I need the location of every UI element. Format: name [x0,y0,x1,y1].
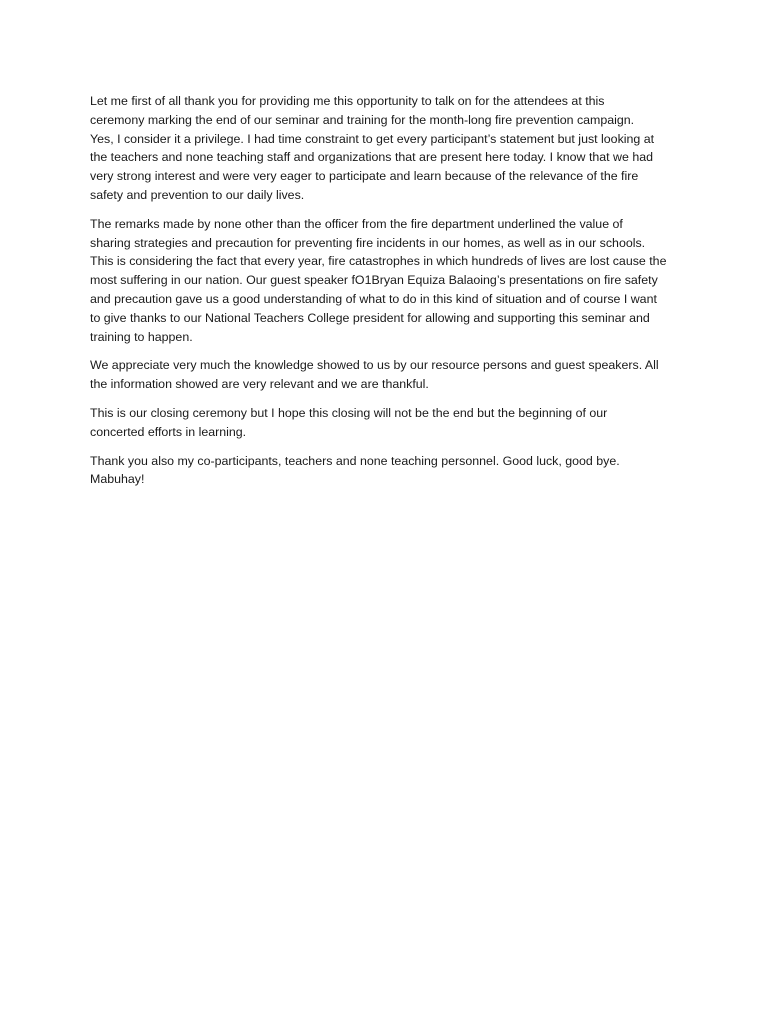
text-line: to give thanks to our National Teachers College president for allowing and supporting this seminar and [90,310,650,325]
text-line: We appreciate very much the knowledge showed to us by our resource persons and guest speakers. All [90,358,659,373]
paragraph-4 [90,404,680,442]
paragraph-3 [90,356,680,394]
document-body [90,92,680,499]
text-line: the information showed are very relevant and we are thankful. [90,377,429,392]
text-line: This is considering the fact that every year, fire catastrophes in which hundreds of lives are lost cause the [90,254,667,269]
text-line: most suffering in our nation. Our guest speaker fO1Bryan Equiza Balaoing’s presentations on fire safety [90,273,658,288]
text-line: Let me first of all thank you for providing me this opportunity to talk on for the attendees at this [90,94,605,108]
text-line: the teachers and none teaching staff and organizations that are present here today. I know that we had [90,150,654,165]
text-line: ceremony marking the end of our seminar and training for the month-long fire prevention campaign. [90,112,635,127]
paragraph-1 [90,92,680,205]
text-line: Mabuhay! [90,472,145,487]
text-line: Thank you also my co-participants, teachers and none teaching personnel. Good luck, good bye. [90,453,620,468]
text-line: The remarks made by none other than the officer from the fire department underlined the value of [90,216,623,231]
text-line: concerted efforts in learning. [90,424,247,439]
paragraph-2 [90,215,680,347]
text-line: sharing strategies and precaution for preventing fire incidents in our homes, as well as in our schools. [90,235,646,250]
text-line: very strong interest and were very eager to participate and learn because of the relevance of the fire [90,169,639,184]
text-line: safety and prevention to our daily lives. [90,187,305,202]
text-line: training to happen. [90,329,193,344]
paragraph-5 [90,452,680,490]
text-line: and precaution gave us a good understanding of what to do in this kind of situation and of course I want [90,291,657,306]
text-line: This is our closing ceremony but I hope this closing will not be the end but the beginning of our [90,405,608,420]
text-line: Yes, I consider it a privilege. I had time constraint to get every participant’s statement but just looking at [90,131,655,146]
